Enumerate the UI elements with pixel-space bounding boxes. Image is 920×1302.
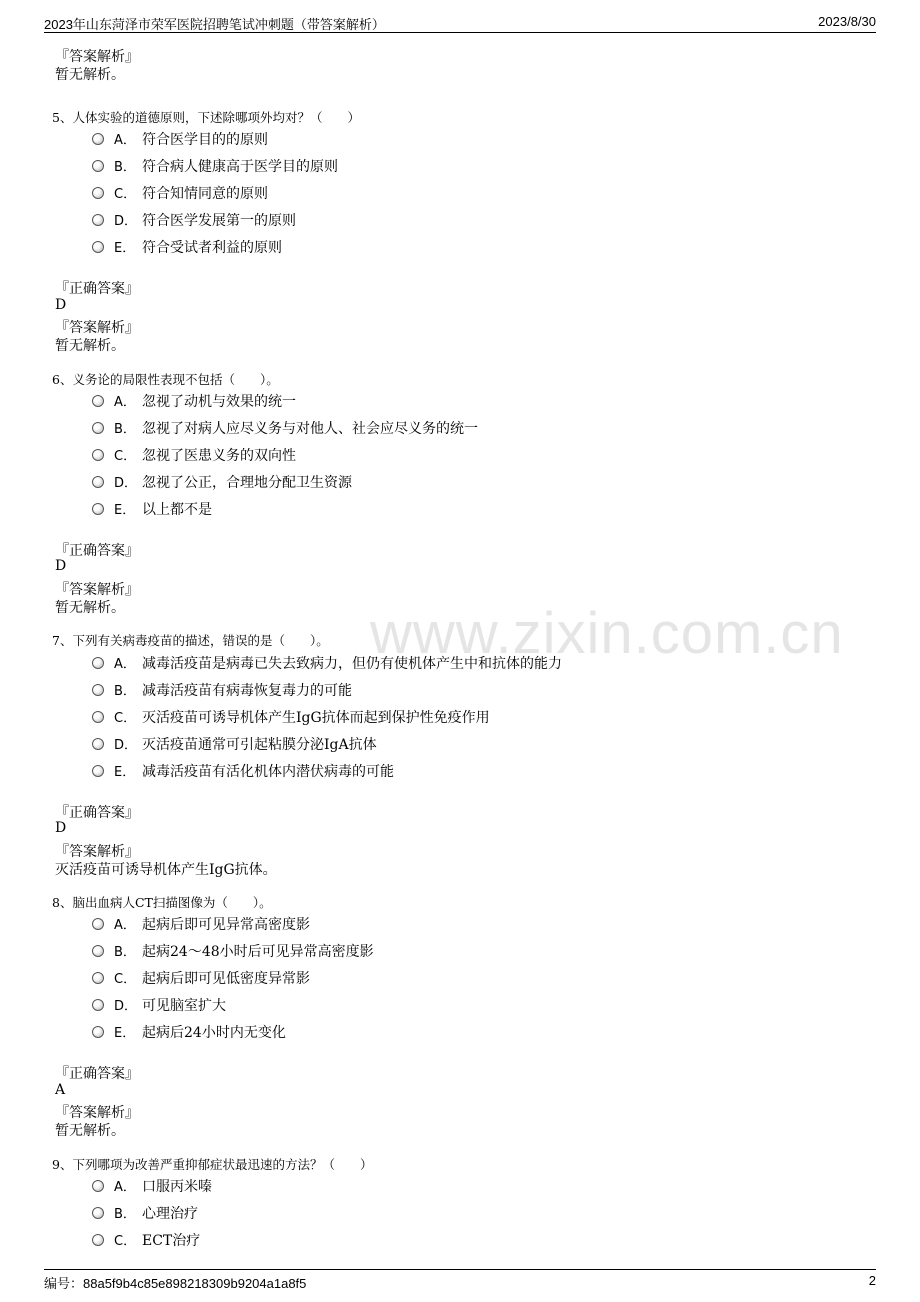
radio-icon[interactable] [92,422,104,434]
radio-icon[interactable] [92,945,104,957]
analysis-text: 灭活疫苗可诱导机体产生IgG抗体。 [55,862,277,878]
radio-icon[interactable] [92,187,104,199]
option-row[interactable]: B． 符合病人健康高于医学目的原则 [92,156,338,176]
watermark: www.zixin.com.cn [370,601,844,666]
option-row[interactable]: D． 可见脑室扩大 [92,995,226,1015]
radio-icon[interactable] [92,765,104,777]
analysis-label: 『答案解析』 [55,844,139,860]
answer-value: A [55,1082,66,1098]
radio-icon[interactable] [92,972,104,984]
page-header [44,12,876,33]
radio-icon[interactable] [92,1026,104,1038]
option-row[interactable]: B． 减毒活疫苗有病毒恢复毒力的可能 [92,680,352,700]
question-5-text: 5、人体实验的道德原则，下述除哪项外均对？（ ） [52,110,360,125]
radio-icon[interactable] [92,395,104,407]
page-number: 2 [868,1273,876,1288]
analysis-text: 暂无解析。 [55,67,125,83]
page-footer [44,1269,876,1292]
analysis-label: 『答案解析』 [55,320,139,336]
option-row[interactable]: A． 起病后即可见异常高密度影 [92,914,310,934]
analysis-text: 暂无解析。 [55,600,125,616]
option-row[interactable]: C． 起病后即可见低密度异常影 [92,968,310,988]
option-row[interactable]: C． 符合知情同意的原则 [92,183,268,203]
option-row[interactable]: A． 忽视了动机与效果的统一 [92,391,296,411]
question-9-text: 9、下列哪项为改善严重抑郁症状最迅速的方法？（ ） [52,1157,373,1172]
radio-icon[interactable] [92,241,104,253]
answer-label: 『正确答案』 [55,543,139,559]
option-row[interactable]: C． 灭活疫苗可诱导机体产生IgG抗体而起到保护性免疫作用 [92,707,490,727]
document-code: 编号：88a5f9b4c85e898218309b9204a1a8f5 [44,1276,307,1291]
answer-label: 『正确答案』 [55,1066,139,1082]
option-row[interactable]: E． 起病后24小时内无变化 [92,1022,286,1042]
analysis-label: 『答案解析』 [55,582,139,598]
question-7-text: 7、下列有关病毒疫苗的描述，错误的是（ ）。 [52,633,329,648]
radio-icon[interactable] [92,738,104,750]
option-row[interactable]: D． 灭活疫苗通常可引起粘膜分泌IgA抗体 [92,734,377,754]
analysis-label: 『答案解析』 [55,1105,139,1121]
radio-icon[interactable] [92,711,104,723]
option-row[interactable]: E． 以上都不是 [92,499,212,519]
question-6-text: 6、义务论的局限性表现不包括（ ）。 [52,372,279,387]
radio-icon[interactable] [92,999,104,1011]
answer-value: D [55,820,67,836]
analysis-text: 暂无解析。 [55,338,125,354]
option-row[interactable]: D． 忽视了公正，合理地分配卫生资源 [92,472,352,492]
option-row[interactable]: A． 口服丙米嗪 [92,1176,212,1196]
radio-icon[interactable] [92,503,104,515]
radio-icon[interactable] [92,214,104,226]
document-title: 2023年山东菏泽市荣军医院招聘笔试冲刺题（带答案解析） [44,17,385,32]
radio-icon[interactable] [92,657,104,669]
answer-label: 『正确答案』 [55,805,139,821]
radio-icon[interactable] [92,1234,104,1246]
radio-icon[interactable] [92,476,104,488]
analysis-label: 『答案解析』 [55,49,139,65]
document-date: 2023/8/30 [818,14,876,29]
answer-value: D [55,558,67,574]
radio-icon[interactable] [92,684,104,696]
option-row[interactable]: E． 符合受试者利益的原则 [92,237,282,257]
radio-icon[interactable] [92,160,104,172]
option-row[interactable]: B． 忽视了对病人应尽义务与对他人、社会应尽义务的统一 [92,418,478,438]
option-row[interactable]: A． 符合医学目的的原则 [92,129,268,149]
analysis-text: 暂无解析。 [55,1123,125,1139]
answer-label: 『正确答案』 [55,281,139,297]
radio-icon[interactable] [92,1207,104,1219]
question-8-text: 8、脑出血病人CT扫描图像为（ ）。 [52,895,272,910]
option-row[interactable]: D． 符合医学发展第一的原则 [92,210,296,230]
radio-icon[interactable] [92,1180,104,1192]
option-row[interactable]: B． 起病24～48小时后可见异常高密度影 [92,941,374,961]
answer-value: D [55,297,67,313]
radio-icon[interactable] [92,449,104,461]
radio-icon[interactable] [92,918,104,930]
radio-icon[interactable] [92,133,104,145]
option-row[interactable]: B． 心理治疗 [92,1203,198,1223]
option-row[interactable]: C． 忽视了医患义务的双向性 [92,445,296,465]
option-row[interactable]: C． ECT治疗 [92,1230,200,1250]
option-row[interactable]: E． 减毒活疫苗有活化机体内潜伏病毒的可能 [92,761,394,781]
option-row[interactable]: A． 减毒活疫苗是病毒已失去致病力，但仍有使机体产生中和抗体的能力 [92,653,562,673]
